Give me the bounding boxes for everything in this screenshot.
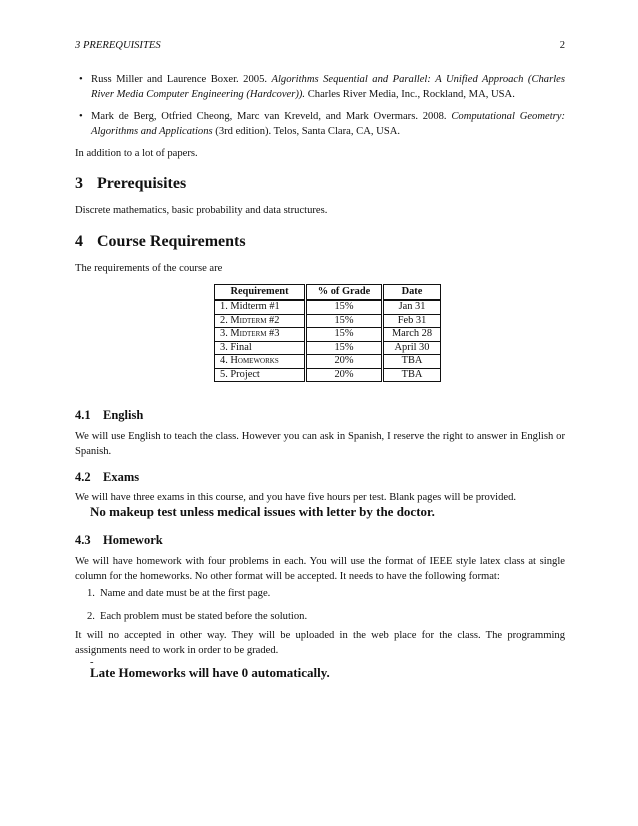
requirement-number: 2. bbox=[220, 314, 231, 326]
grade-cell: 15% bbox=[306, 341, 383, 354]
list-item-text: Name and date must be at the first page. bbox=[100, 588, 271, 599]
requirement-number: 4. bbox=[220, 355, 231, 367]
list-item-text: Each problem must be stated before the solution. bbox=[100, 611, 308, 623]
section-number: 4 bbox=[75, 233, 83, 250]
exams-text: We will have three exams in this course, and you have five hours per test. Blank pages will be provided. bbox=[75, 492, 517, 503]
bib-publisher: (3rd edition). Telos, Santa Clara, CA, USA. bbox=[212, 126, 401, 138]
requirement-cell bbox=[215, 341, 306, 354]
requirement-number: 3. bbox=[220, 341, 231, 353]
table-header-cell: Date bbox=[383, 285, 441, 301]
requirement-name: Homeworks bbox=[230, 355, 279, 367]
subsection-number: 4.1 bbox=[75, 408, 91, 422]
requirements-intro: The requirements of the course are bbox=[75, 263, 223, 274]
requirement-name: Midterm #1 bbox=[230, 301, 280, 313]
date-cell: TBA bbox=[383, 355, 441, 368]
requirement-number: 3. bbox=[220, 328, 231, 340]
bib-title: Algorithms Sequential and Parallel: A Unified Approach (Charles River Media Computer Engineering (Hardcover)). bbox=[91, 74, 565, 101]
section-heading-prerequisites bbox=[75, 174, 186, 193]
subsection-heading-english bbox=[75, 408, 143, 423]
page-number: 2 bbox=[559, 40, 565, 51]
list-item bbox=[75, 586, 565, 601]
subsection-title: Homework bbox=[103, 533, 163, 547]
homework-format-list bbox=[75, 586, 565, 632]
bib-publisher: Charles River Media, Inc., Rockland, MA, USA. bbox=[305, 89, 515, 101]
requirement-name: Final bbox=[230, 341, 252, 353]
table-header-row bbox=[215, 285, 441, 301]
subsection-heading-exams bbox=[75, 470, 139, 485]
exams-emphasis: No makeup test unless medical issues with letter by the doctor. bbox=[90, 504, 435, 519]
requirement-name: Midterm #3 bbox=[230, 328, 280, 340]
table-row bbox=[215, 368, 441, 381]
table-row bbox=[215, 341, 441, 354]
bullet-icon: • bbox=[79, 74, 83, 85]
bib-title: Computational Geometry: Algorithms and Applications bbox=[91, 111, 565, 138]
date-cell: TBA bbox=[383, 368, 441, 381]
bibliography-item bbox=[75, 72, 565, 102]
list-item bbox=[75, 609, 565, 624]
requirement-number: 5. bbox=[220, 368, 231, 380]
requirement-cell bbox=[215, 314, 306, 327]
bibliography-list bbox=[75, 72, 565, 146]
list-item-number: 2. bbox=[87, 611, 95, 623]
bullet-icon: • bbox=[79, 111, 83, 123]
table-header-cell: % of Grade bbox=[306, 285, 383, 301]
requirement-cell bbox=[215, 300, 306, 314]
grade-cell: 15% bbox=[306, 328, 383, 341]
grade-cell: 20% bbox=[306, 355, 383, 368]
running-header bbox=[75, 38, 565, 53]
bib-authors: Russ Miller and Laurence Boxer. 2005. bbox=[91, 74, 272, 85]
requirement-cell bbox=[215, 368, 306, 381]
prerequisites-text: Discrete mathematics, basic probability and data structures. bbox=[75, 205, 328, 216]
running-header-section: 3 PREREQUISITES bbox=[75, 40, 161, 51]
list-item-number: 1. bbox=[87, 588, 95, 599]
table-header-cell: Requirement bbox=[215, 285, 306, 301]
grade-cell: 20% bbox=[306, 368, 383, 381]
subsection-number: 4.3 bbox=[75, 533, 91, 547]
date-cell: Feb 31 bbox=[383, 314, 441, 327]
subsection-number: 4.2 bbox=[75, 470, 91, 484]
requirement-number: 1. bbox=[220, 301, 231, 313]
subsection-title: Exams bbox=[103, 470, 140, 484]
table-row bbox=[215, 355, 441, 368]
bibliography-item bbox=[75, 109, 565, 139]
requirement-name: Project bbox=[230, 368, 260, 380]
requirement-cell bbox=[215, 328, 306, 341]
grade-cell: 15% bbox=[306, 314, 383, 327]
section-number: 3 bbox=[75, 175, 83, 192]
requirements-table bbox=[214, 284, 441, 382]
date-cell: March 28 bbox=[383, 328, 441, 341]
grade-cell: 15% bbox=[306, 300, 383, 314]
papers-note: In addition to a lot of papers. bbox=[75, 148, 198, 159]
section-title: Course Requirements bbox=[97, 233, 246, 250]
dash-mark: - bbox=[90, 657, 94, 668]
table-row bbox=[215, 300, 441, 314]
section-title: Prerequisites bbox=[97, 175, 187, 192]
subsection-title: English bbox=[103, 408, 144, 422]
english-text: We will use English to teach the class. However you can ask in Spanish, I reserve the right to answer in English or Spanish. bbox=[75, 431, 565, 458]
requirement-cell bbox=[215, 355, 306, 368]
date-cell: Jan 31 bbox=[383, 300, 441, 314]
subsection-heading-homework bbox=[75, 533, 163, 548]
table-row bbox=[215, 314, 441, 327]
bib-authors: Mark de Berg, Otfried Cheong, Marc van Kreveld, and Mark Overmars. 2008. bbox=[91, 111, 452, 123]
homework-text: We will have homework with four problems in each. You will use the format of IEEE style latex class at single column for the homeworks. No other format will be accepted. It needs to have the following format: bbox=[75, 556, 565, 583]
table-row bbox=[215, 328, 441, 341]
requirement-name: Midterm #2 bbox=[230, 314, 280, 326]
section-heading-course-requirements bbox=[75, 232, 246, 251]
date-cell: April 30 bbox=[383, 341, 441, 354]
homework-emphasis: Late Homeworks will have 0 automatically. bbox=[90, 665, 330, 680]
homework-closing: It will no accepted in other way. They will be uploaded in the web place for the class. The programming assignments need to work in order to be graded. bbox=[75, 630, 565, 657]
